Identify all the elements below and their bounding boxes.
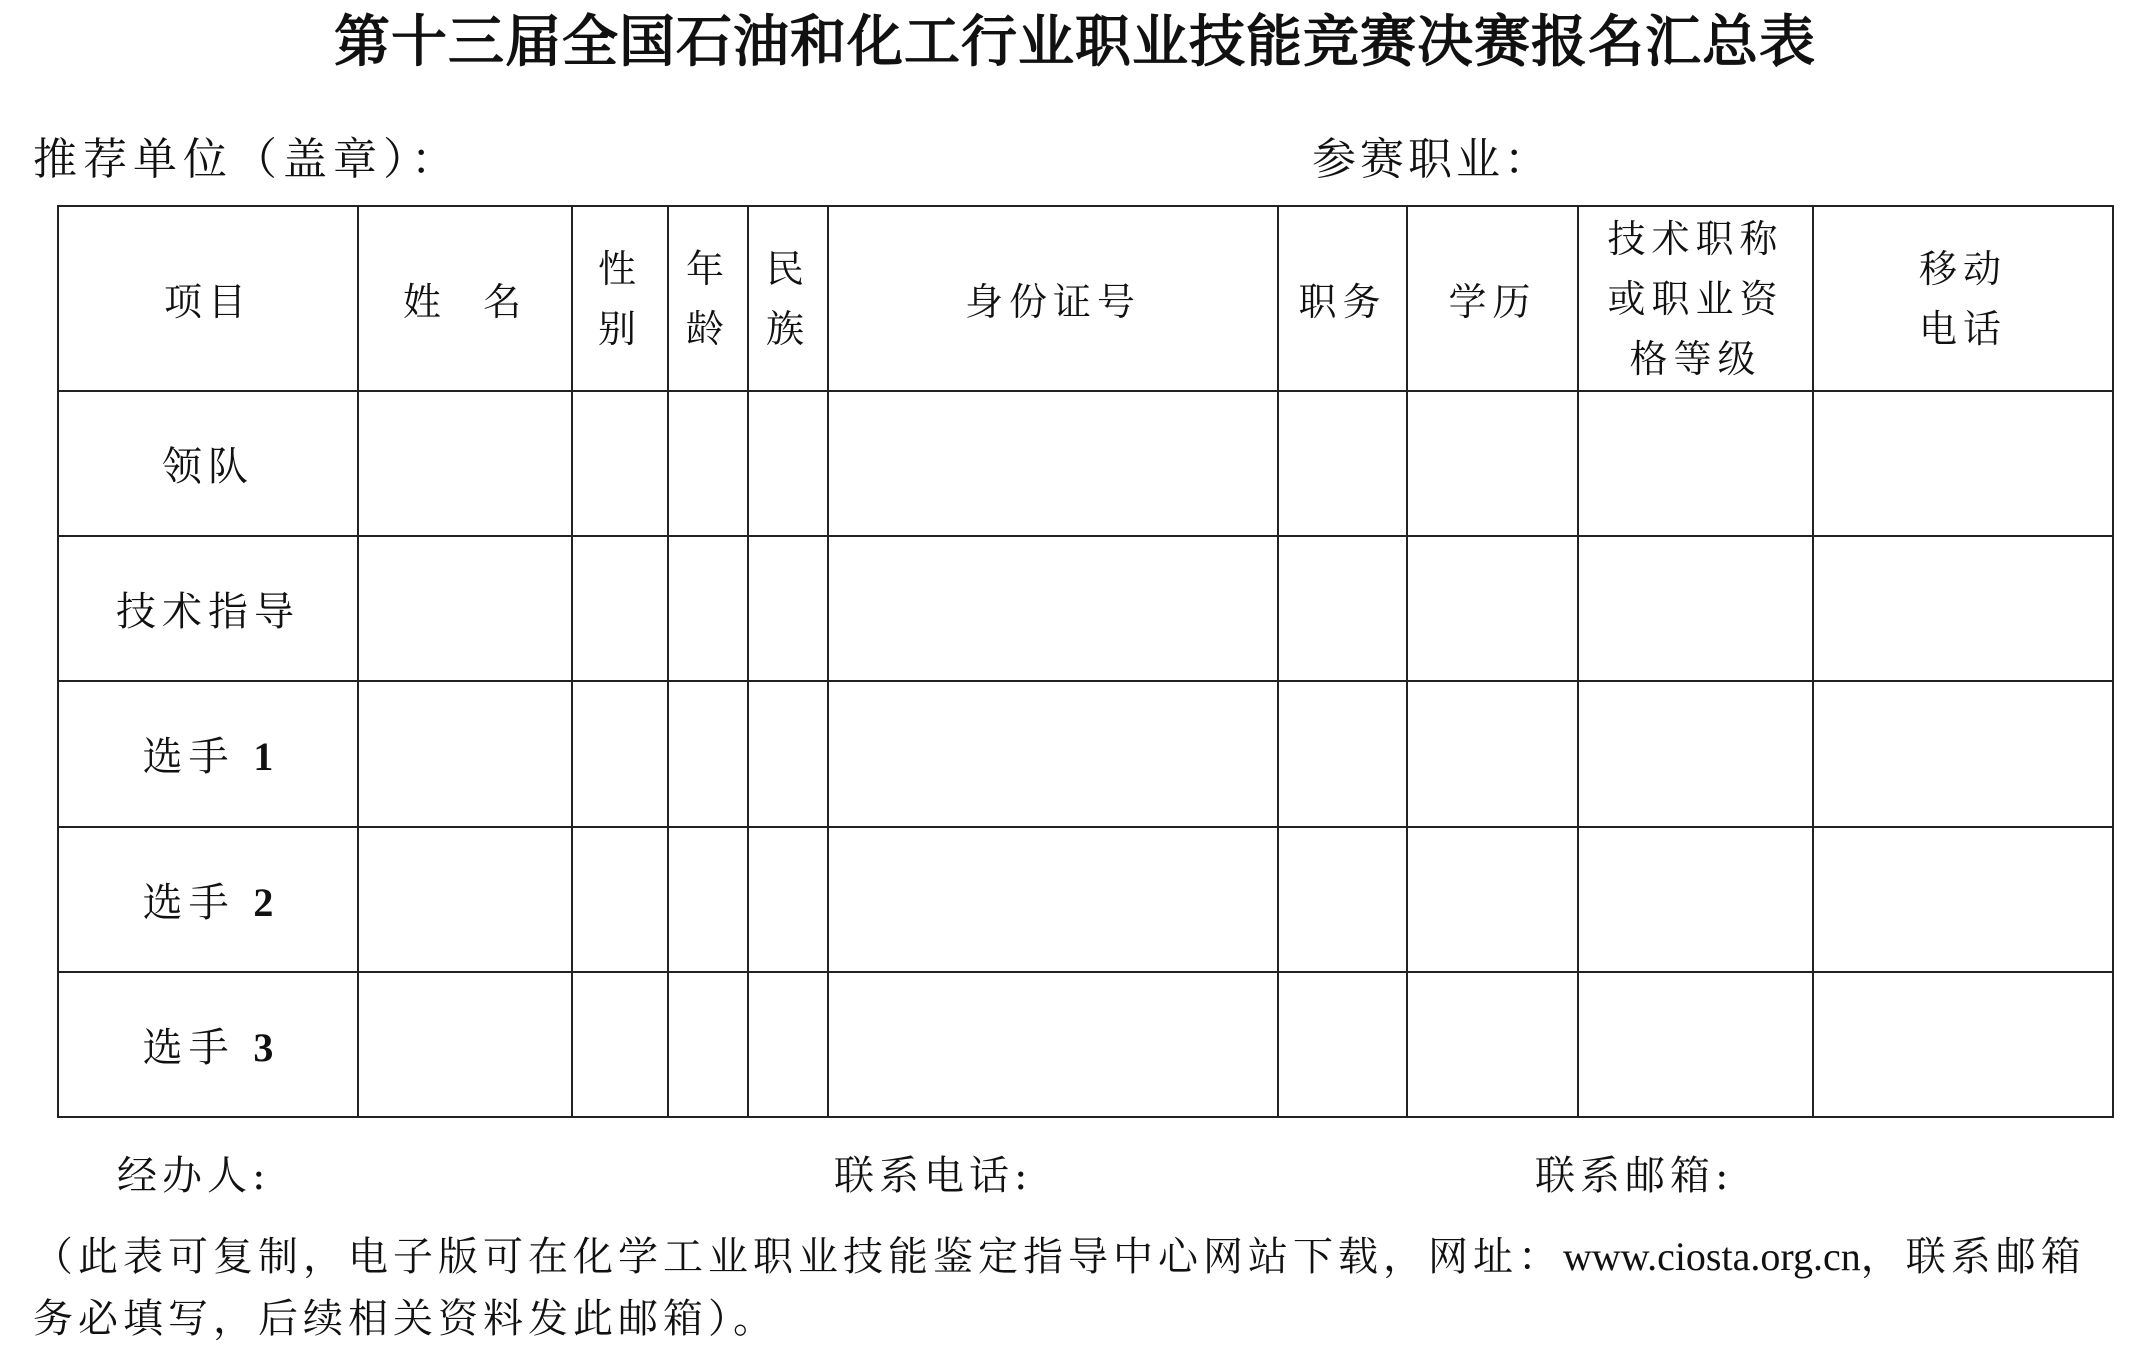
table-row [58, 536, 2113, 681]
row-label-text: 领队 [162, 444, 254, 491]
row-label [58, 827, 358, 972]
cell-id-number[interactable] [828, 391, 1278, 536]
cell-gender[interactable] [572, 681, 668, 826]
cell-phone[interactable] [1813, 536, 2113, 681]
header-gender-line2: 别 [597, 306, 642, 351]
cell-education[interactable] [1407, 681, 1578, 826]
cell-age[interactable] [668, 827, 748, 972]
header-gender [572, 206, 668, 391]
table-row [58, 827, 2113, 972]
contact-phone-label: 联系电话: [834, 1153, 1033, 1199]
cell-position[interactable] [1278, 972, 1407, 1117]
registration-table [57, 205, 2114, 1118]
cell-id-number[interactable] [828, 681, 1278, 826]
table-row [58, 391, 2113, 536]
cell-ethnicity[interactable] [748, 827, 828, 972]
cell-title[interactable] [1578, 827, 1813, 972]
row-label-text: 选手 [142, 734, 235, 781]
header-ethnicity-line2: 族 [765, 306, 810, 351]
header-ethnicity-line1: 民 [765, 246, 810, 291]
cell-title[interactable] [1578, 681, 1813, 826]
cell-education[interactable] [1407, 827, 1578, 972]
cell-age[interactable] [668, 391, 748, 536]
table-row [58, 681, 2113, 826]
header-education: 学历 [1407, 206, 1578, 391]
header-ethnicity [748, 206, 828, 391]
cell-phone[interactable] [1813, 391, 2113, 536]
cell-gender[interactable] [572, 972, 668, 1117]
cell-education[interactable] [1407, 972, 1578, 1117]
row-label-number: 2 [253, 879, 274, 925]
header-age [668, 206, 748, 391]
header-title-line2: 或职业资 [1607, 276, 1784, 321]
website-link[interactable]: www.ciosta.org.cn [1563, 1234, 1861, 1279]
cell-phone[interactable] [1813, 681, 2113, 826]
footnote [33, 1226, 2123, 1350]
row-label-text: 选手 [142, 1024, 235, 1071]
cell-id-number[interactable] [828, 536, 1278, 681]
cell-phone[interactable] [1813, 972, 2113, 1117]
row-label-number: 3 [253, 1024, 274, 1070]
header-age-line1: 年 [685, 246, 730, 291]
cell-gender[interactable] [572, 391, 668, 536]
cell-name[interactable] [358, 681, 572, 826]
header-position: 职务 [1278, 206, 1407, 391]
row-label [58, 536, 358, 681]
cell-phone[interactable] [1813, 827, 2113, 972]
cell-gender[interactable] [572, 536, 668, 681]
cell-ethnicity[interactable] [748, 536, 828, 681]
cell-position[interactable] [1278, 536, 1407, 681]
header-row [58, 206, 2113, 391]
cell-ethnicity[interactable] [748, 972, 828, 1117]
cell-id-number[interactable] [828, 827, 1278, 972]
row-label-text: 选手 [142, 879, 235, 926]
cell-title[interactable] [1578, 536, 1813, 681]
cell-ethnicity[interactable] [748, 681, 828, 826]
header-title-line3: 格等级 [1629, 336, 1762, 381]
cell-title[interactable] [1578, 972, 1813, 1117]
cell-age[interactable] [668, 681, 748, 826]
cell-title[interactable] [1578, 391, 1813, 536]
header-title [1578, 206, 1813, 391]
cell-gender[interactable] [572, 827, 668, 972]
recommender-label: 推荐单位（盖章）： [33, 134, 461, 185]
cell-name[interactable] [358, 827, 572, 972]
row-label [58, 972, 358, 1117]
row-label [58, 681, 358, 826]
occupation-label: 参赛职业： [1312, 134, 1552, 185]
handler-label: 经办人: [117, 1153, 271, 1199]
cell-position[interactable] [1278, 681, 1407, 826]
cell-age[interactable] [668, 972, 748, 1117]
row-label-text: 技术指导 [116, 589, 300, 636]
header-age-line2: 龄 [685, 306, 730, 351]
cell-id-number[interactable] [828, 972, 1278, 1117]
contact-email-label: 联系邮箱: [1535, 1153, 1734, 1199]
table-row [58, 972, 2113, 1117]
header-item: 项目 [58, 206, 358, 391]
cell-position[interactable] [1278, 827, 1407, 972]
cell-age[interactable] [668, 536, 748, 681]
header-id-number: 身份证号 [828, 206, 1278, 391]
footnote-text-2: ，联系邮箱务必填写，后续相关资料发此邮箱）。 [33, 1234, 2086, 1342]
page-title: 第十三届全国石油和化工行业职业技能竞赛决赛报名汇总表 [334, 9, 1816, 75]
footnote-text-1: （此表可复制，电子版可在化学工业职业技能鉴定指导中心网站下载，网址： [33, 1234, 1563, 1280]
header-title-line1: 技术职称 [1607, 216, 1784, 261]
cell-name[interactable] [358, 972, 572, 1117]
cell-position[interactable] [1278, 391, 1407, 536]
cell-education[interactable] [1407, 536, 1578, 681]
header-phone-line2: 电话 [1918, 306, 2007, 351]
header-phone-line1: 移动 [1918, 246, 2007, 291]
cell-ethnicity[interactable] [748, 391, 828, 536]
cell-name[interactable] [358, 536, 572, 681]
header-phone [1813, 206, 2113, 391]
cell-education[interactable] [1407, 391, 1578, 536]
row-label [58, 391, 358, 536]
header-name: 姓 名 [358, 206, 572, 391]
header-gender-line1: 性 [597, 246, 642, 291]
row-label-number: 1 [253, 734, 274, 780]
cell-name[interactable] [358, 391, 572, 536]
